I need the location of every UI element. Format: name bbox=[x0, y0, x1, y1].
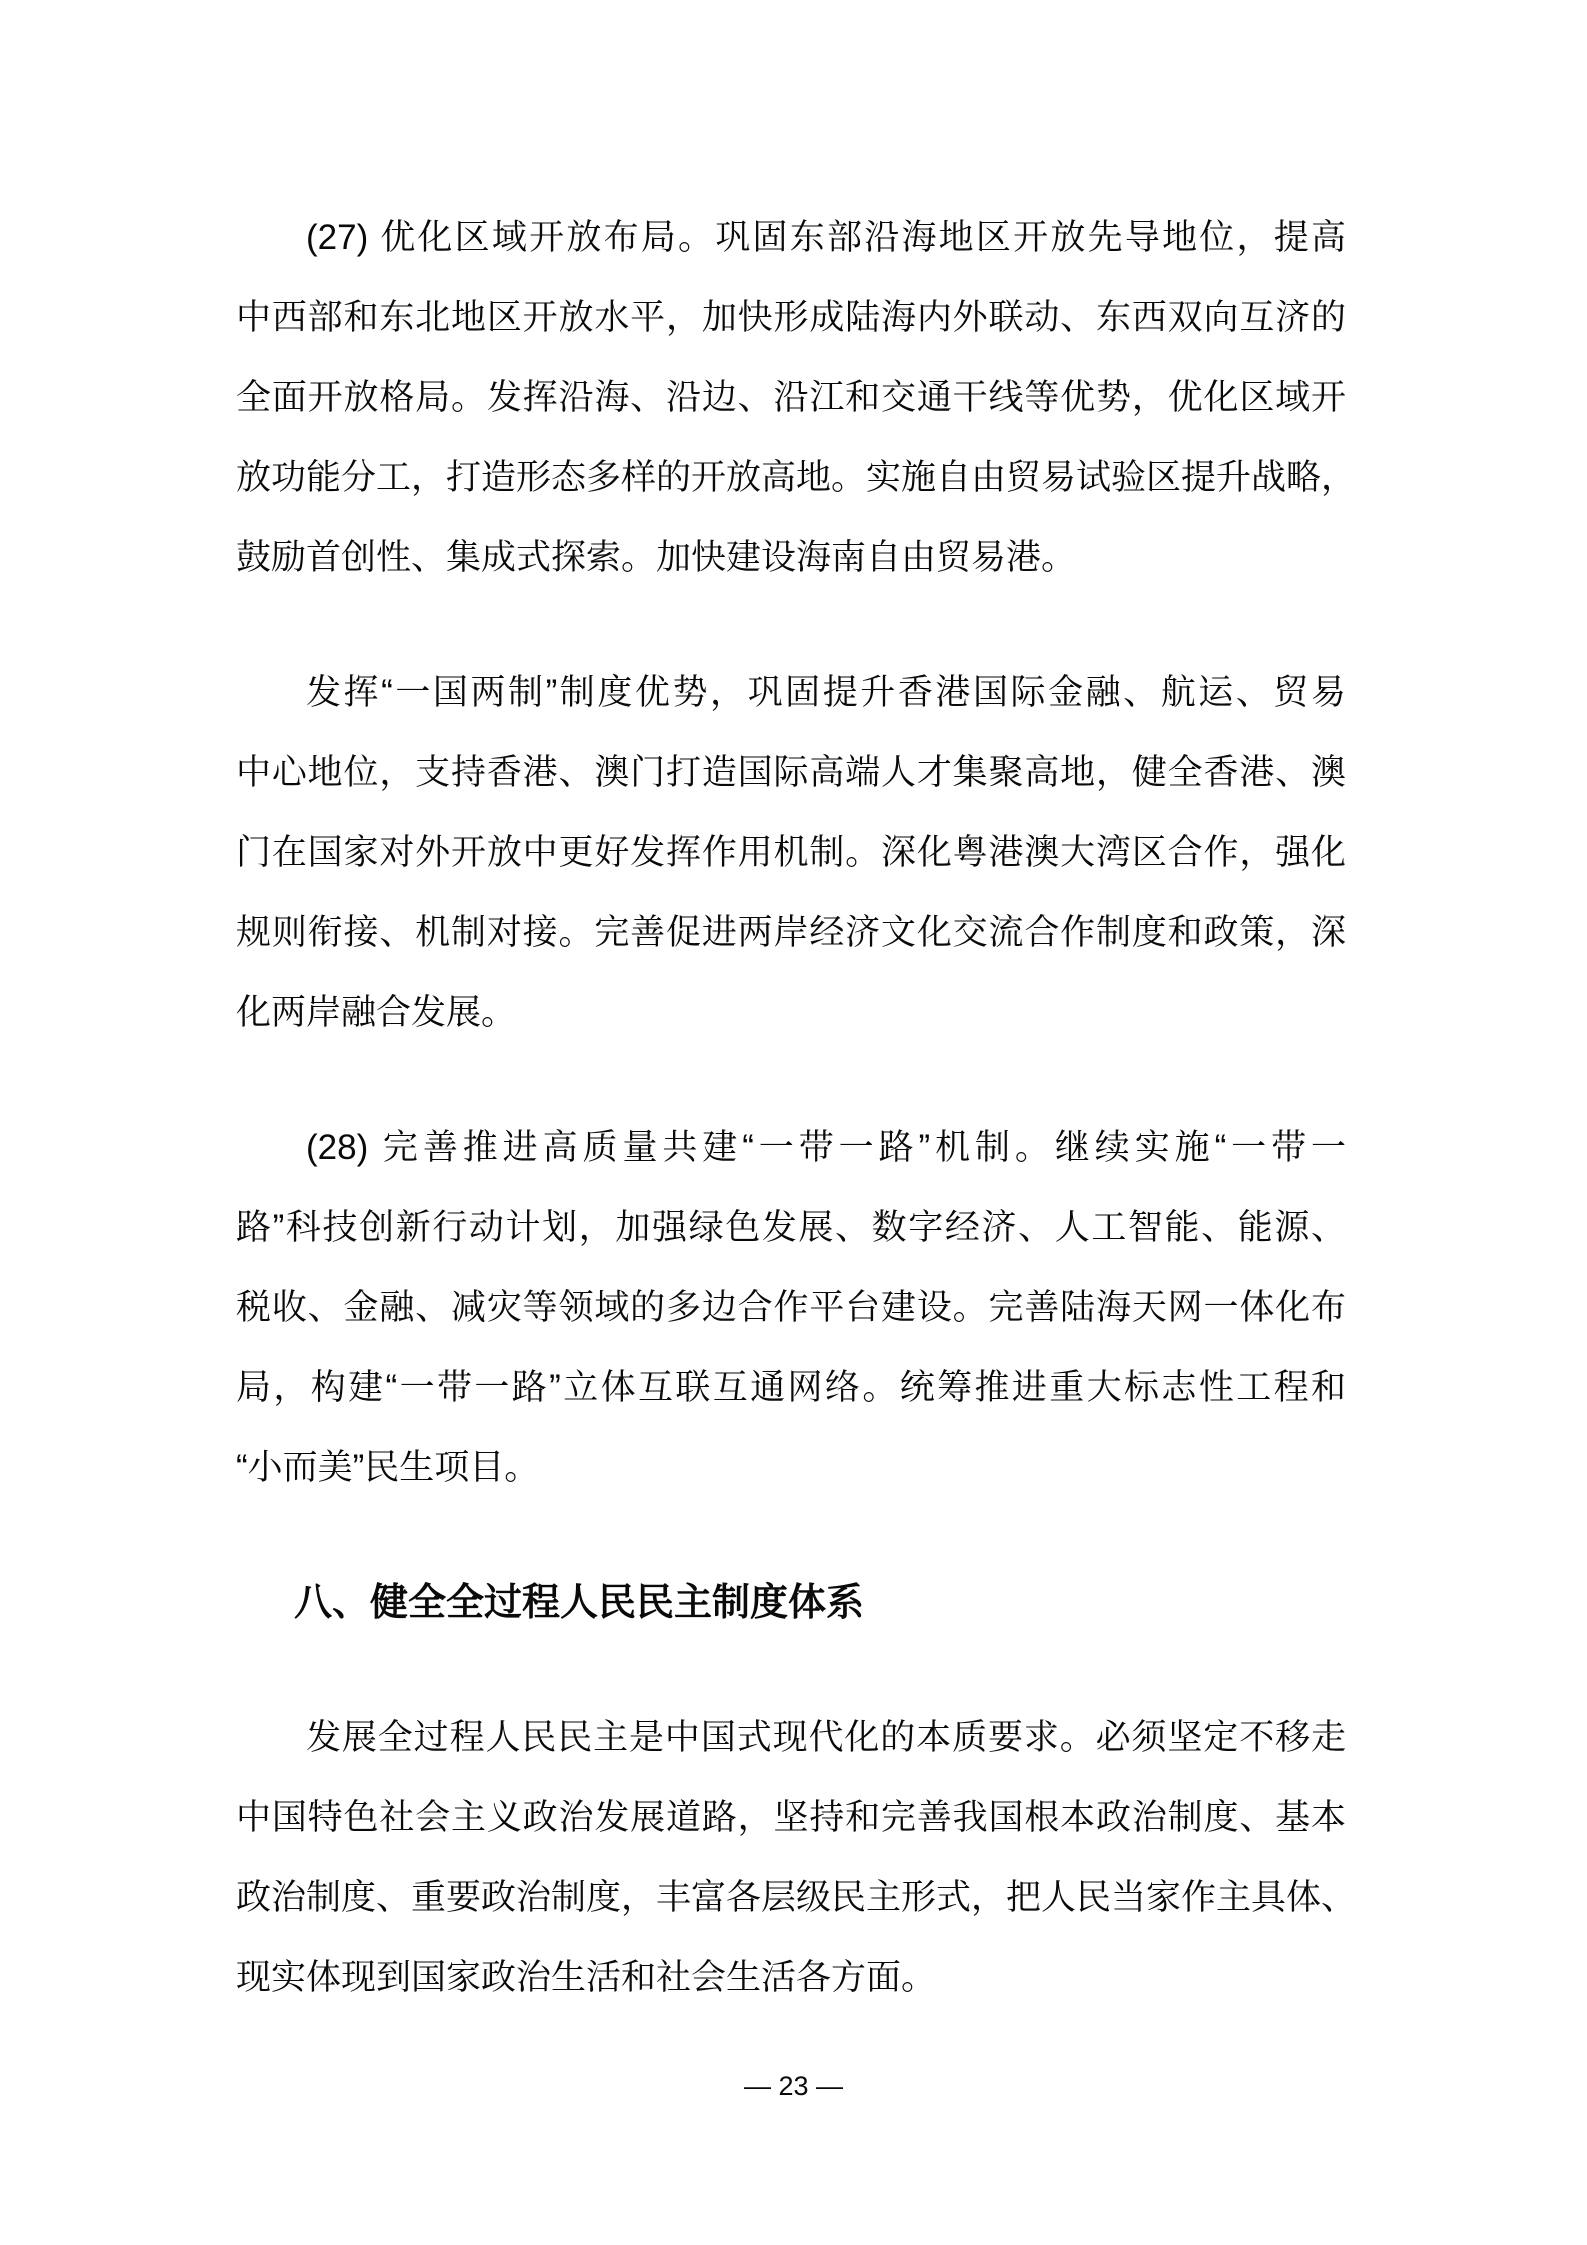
text-line: 放功能分工，打造形态多样的开放高地。实施自由贸易试验区提升战略， bbox=[236, 458, 1357, 497]
text-line: 全面开放格局。发挥沿海、沿边、沿江和交通干线等优势，优化区域开 bbox=[236, 378, 1346, 417]
text-line: 发展全过程人民民主是中国式现代化的本质要求。必须坚定不移走 bbox=[306, 1718, 1346, 1757]
text-line: (27) 优化区域开放布局。巩固东部沿海地区开放先导地位，提高 bbox=[306, 218, 1346, 257]
text-line: (28) 完善推进高质量共建“一带一路”机制。继续实施“一带一 bbox=[306, 1128, 1346, 1167]
text-line: 税收、金融、减灾等领域的多边合作平台建设。完善陆海天网一体化布 bbox=[236, 1288, 1346, 1327]
text-line: 规则衔接、机制对接。完善促进两岸经济文化交流合作制度和政策，深 bbox=[236, 913, 1346, 952]
section-heading-text: 八、健全全过程人民民主制度体系 bbox=[294, 1582, 865, 1624]
paragraph bbox=[236, 1698, 1357, 2018]
text-line: 政治制度、重要政治制度，丰富各层级民主形式，把人民当家作主具体、 bbox=[236, 1878, 1357, 1917]
text-line: 中心地位，支持香港、澳门打造国际高端人才集聚高地，健全香港、澳 bbox=[236, 753, 1346, 792]
paragraph bbox=[236, 653, 1346, 1053]
page-number: — 23 — bbox=[743, 2071, 844, 2101]
text-line: “小而美”民生项目。 bbox=[236, 1448, 540, 1487]
section-heading bbox=[236, 1563, 1346, 1643]
text-line: 路”科技创新行动计划，加强绿色发展、数字经济、人工智能、能源、 bbox=[236, 1208, 1346, 1247]
document-body bbox=[236, 198, 1357, 2018]
paragraph bbox=[236, 1108, 1346, 1508]
text-line: 现实体现到国家政治生活和社会生活各方面。 bbox=[236, 1958, 937, 1997]
text-line: 鼓励首创性、集成式探索。加快建设海南自由贸易港。 bbox=[236, 538, 1077, 577]
text-line: 化两岸融合发展。 bbox=[236, 993, 517, 1032]
text-line: 门在国家对外开放中更好发挥作用机制。深化粤港澳大湾区合作，强化 bbox=[236, 833, 1346, 872]
text-line: 中国特色社会主义政治发展道路，坚持和完善我国根本政治制度、基本 bbox=[236, 1798, 1346, 1837]
text-line: 中西部和东北地区开放水平，加快形成陆海内外联动、东西双向互济的 bbox=[236, 298, 1346, 337]
text-line: 发挥“一国两制”制度优势，巩固提升香港国际金融、航运、贸易 bbox=[306, 673, 1346, 712]
paragraph bbox=[236, 198, 1357, 598]
text-line: 局，构建“一带一路”立体互联互通网络。统筹推进重大标志性工程和 bbox=[236, 1368, 1346, 1407]
